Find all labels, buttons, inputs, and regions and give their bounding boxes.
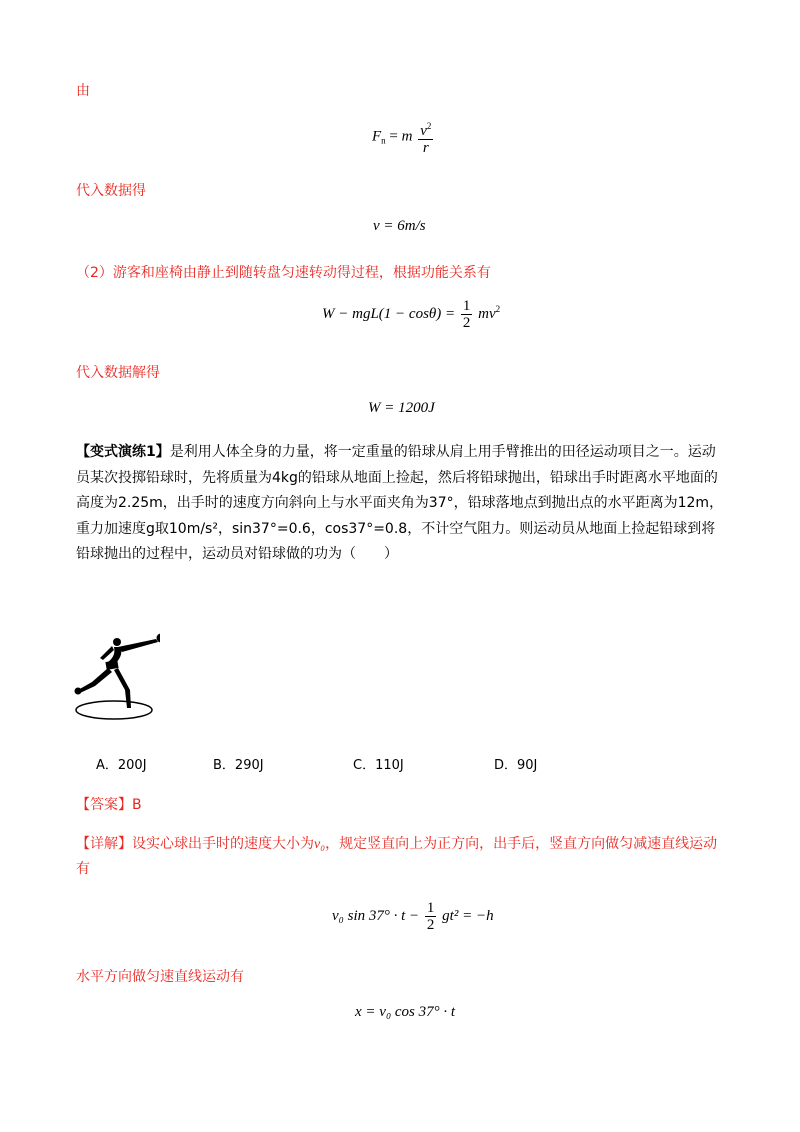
option-a: A．200J [96,758,147,773]
text-you: 由 [76,83,90,99]
problem-text: 是利用人体全身的力量，将一定重量的铅球从肩上用手臂推出的田径运动项目之一。运动员某次投掷铅球时，先将质量为4kg的铅球从地面上捡起，然后将铅球抛出，铅球出手时距离水平地面的高度为2.25m，出手时的速度方向斜向上与水平面夹角为37°，铅球落地点到抛出点的水平距离为12m，重力加速度g取10m/s²，sin37°=0.6，cos37°=0.8，不计空气阻力。则运动员从地面上捡起铅球到将铅球抛出的过程中，运动员对铅球做的功为（ ） [76,444,724,562]
equation-work-result: W = 1200J [368,400,435,416]
answer: 【答案】B [76,797,142,813]
shot-put-athlete-figure [70,630,160,722]
problem-tag: 【变式演练1】 [76,444,170,460]
equation-velocity: v = 6m/s [373,218,426,234]
equation-centripetal-force: $F_n = m$ $\frac{v^2}{r}$ [372,118,435,156]
detail-explanation: 【详解】设实心球出手时的速度大小为v₀，规定竖直向上为正方向，出手后，竖直方向做匀减速直线运动有 [76,836,718,877]
option-b: B．290J [213,758,264,773]
option-d: D．90J [494,758,538,773]
fraction: $\frac{v^2}{r}$ [418,118,433,156]
problem-statement [76,440,726,568]
option-c: C．110J [353,758,404,773]
text-part2: （2）游客和座椅由静止到随转盘匀速转动得过程，根据功能关系有 [76,265,491,281]
detail-label: 【详解】 [76,836,132,852]
equation-work-energy: W − mgL(1 − cosθ) = $\frac{1}{2}$ $mv^2$ [322,298,501,331]
equation-horizontal-motion: x = v₀ cos 37° · t [355,1004,456,1020]
equation-vertical-motion: v₀ sin 37° · t − $\frac{1}{2}$ gt² = −h [332,900,494,933]
text-substitute: 代入数据得 [76,183,146,199]
text-horizontal: 水平方向做匀速直线运动有 [76,969,244,985]
text-substitute-solve: 代入数据解得 [76,365,160,381]
